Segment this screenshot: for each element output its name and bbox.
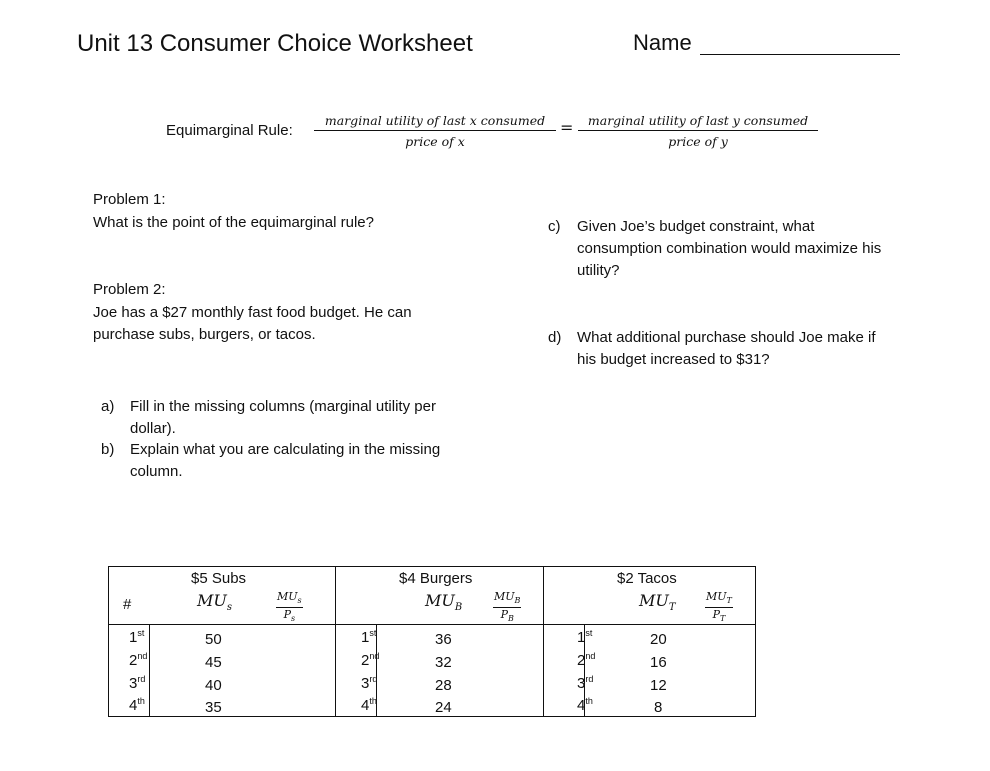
name-label: Name xyxy=(633,30,692,55)
question-a-line1: Fill in the missing columns (marginal utility per xyxy=(130,398,436,415)
page-title: Unit 13 Consumer Choice Worksheet xyxy=(77,30,473,57)
question-d-line1: What additional purchase should Joe make if xyxy=(577,329,876,346)
subs-row-ordinal: 3rd xyxy=(129,674,146,692)
tacos-row-ordinal: 2nd xyxy=(577,651,596,669)
subs-mu-value: 50 xyxy=(205,631,222,648)
question-d-line2: his budget increased to $31? xyxy=(577,351,770,368)
table-hash-header: # xyxy=(123,596,132,613)
burgers-row-ordinal: 4th xyxy=(361,696,377,714)
table-divider-subs-burgers xyxy=(335,567,336,716)
burgers-header: $4 Burgers xyxy=(399,570,473,587)
tacos-mu-value: 16 xyxy=(650,654,667,671)
table-header-divider xyxy=(109,624,755,625)
burgers-mu-value: 24 xyxy=(435,699,452,716)
problem1-question: What is the point of the equimarginal rule? xyxy=(93,214,374,231)
tacos-mu-value: 8 xyxy=(654,699,663,716)
burgers-mu-value: 28 xyxy=(435,677,452,694)
subs-row-ordinal: 4th xyxy=(129,696,145,714)
question-a-line2: dollar). xyxy=(130,420,176,437)
question-a-label: a) xyxy=(101,398,115,415)
tacos-row-ordinal: 1st xyxy=(577,628,593,646)
burgers-mu-value: 36 xyxy=(435,631,452,648)
problem2-heading: Problem 2: xyxy=(93,281,166,298)
burgers-mu-per-dollar-blank-cells[interactable] xyxy=(487,627,539,715)
burgers-mu-value: 32 xyxy=(435,654,452,671)
burgers-mu-per-dollar-header: $MU_B$ $P_B$ xyxy=(494,590,521,624)
rule-right-numerator: marginal utility of last y consumed xyxy=(578,113,818,131)
tacos-mu-per-dollar-blank-cells[interactable] xyxy=(699,627,751,715)
burgers-row-ordinal: 2nd xyxy=(361,651,380,669)
rule-left-numerator: marginal utility of last x consumed xyxy=(314,113,556,131)
question-c-line2: consumption combination would maximize his xyxy=(577,240,882,257)
problem1-heading: Problem 1: xyxy=(93,191,166,208)
burgers-row-ordinal: 3rd xyxy=(361,674,378,692)
subs-mu-value: 45 xyxy=(205,654,222,671)
subs-row-ordinal: 1st xyxy=(129,628,145,646)
subs-mu-value: 35 xyxy=(205,699,222,716)
problem2-text-line1: Joe has a $27 monthly fast food budget. He can xyxy=(93,304,412,321)
question-d-label: d) xyxy=(548,329,562,346)
question-b-label: b) xyxy=(101,441,115,458)
tacos-row-ordinal: 3rd xyxy=(577,674,594,692)
question-c-line1: Given Joe’s budget constraint, what xyxy=(577,218,815,235)
rule-right-denominator: price of y xyxy=(668,134,728,149)
equimarginal-rule-label: Equimarginal Rule: xyxy=(166,122,293,139)
subs-mu-per-dollar-blank-cells[interactable] xyxy=(269,627,329,715)
tacos-mu-value: 20 xyxy=(650,631,667,648)
subs-mu-value: 40 xyxy=(205,677,222,694)
burgers-mu-header: $MU_B$ xyxy=(425,591,463,614)
rule-equals-sign: = xyxy=(560,118,574,137)
subs-row-ordinal: 2nd xyxy=(129,651,148,669)
rule-right-fraction xyxy=(578,113,818,149)
burgers-row-ordinal: 1st xyxy=(361,628,377,646)
name-blank-line[interactable] xyxy=(700,54,900,55)
tacos-row-ordinal: 4th xyxy=(577,696,593,714)
tacos-mu-per-dollar-header: $MU_T$ $P_T$ xyxy=(706,590,732,624)
subs-mu-per-dollar-header: $MU_s$ $P_s$ xyxy=(277,590,302,624)
rule-left-denominator: price of x xyxy=(405,134,465,149)
question-c-label: c) xyxy=(548,218,561,235)
tacos-header: $2 Tacos xyxy=(617,570,677,587)
question-b-line1: Explain what you are calculating in the missing xyxy=(130,441,441,458)
tacos-mu-value: 12 xyxy=(650,677,667,694)
problem2-text-line2: purchase subs, burgers, or tacos. xyxy=(93,326,316,343)
table-divider-burgers-tacos xyxy=(543,567,544,716)
question-b-line2: column. xyxy=(130,463,183,480)
subs-header: $5 Subs xyxy=(191,570,247,587)
subs-mu-header: $MU_s$ xyxy=(197,591,233,614)
rule-left-fraction xyxy=(314,113,556,149)
question-c-line3: utility? xyxy=(577,262,620,279)
marginal-utility-table xyxy=(108,566,756,717)
tacos-mu-header: $MU_T$ xyxy=(639,591,676,614)
table-thin-line-subs xyxy=(149,624,150,716)
